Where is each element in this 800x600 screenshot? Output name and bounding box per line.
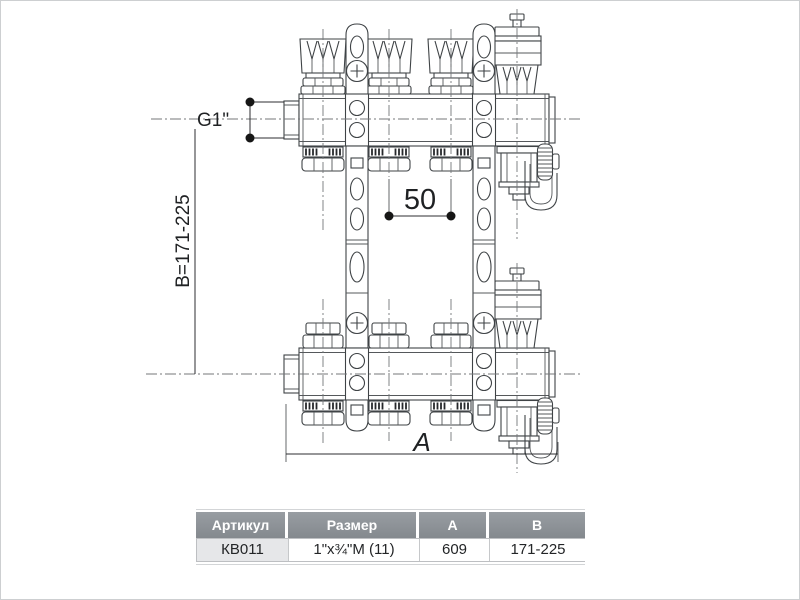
mounting-bracket-right [473,24,496,431]
technical-drawing [1,1,800,506]
table-cell-size: 1"x¾"M (11) [289,539,420,561]
table-header-article: Артикул [196,512,288,538]
inlet-thread-label: G1" [197,110,230,131]
dimension-outlet-spacing [385,179,456,221]
dimension-height [173,129,195,374]
drain-valve-top [497,144,559,210]
valve-cap-3 [428,39,474,94]
mounting-bracket-left [346,24,369,431]
table-cell-article: КВ011 [197,539,289,561]
table-header-a: A [419,512,489,538]
height-range-label: B=171-225 [173,194,194,288]
spec-table-data-row [196,538,585,562]
table-cell-a: 609 [420,539,490,561]
top-manifold-bar [284,94,555,146]
table-header-b: B [489,512,585,538]
table-header-size: Размер [288,512,419,538]
length-label: A [413,427,431,457]
table-cell-b: 171-225 [490,539,586,561]
valve-cap-1 [300,39,346,94]
dimension-inlet-thread [197,98,284,143]
outlet-spacing-label: 50 [403,184,437,216]
valve-cap-2 [366,39,412,94]
spec-table [196,509,585,565]
spec-table-header-row [196,512,585,538]
